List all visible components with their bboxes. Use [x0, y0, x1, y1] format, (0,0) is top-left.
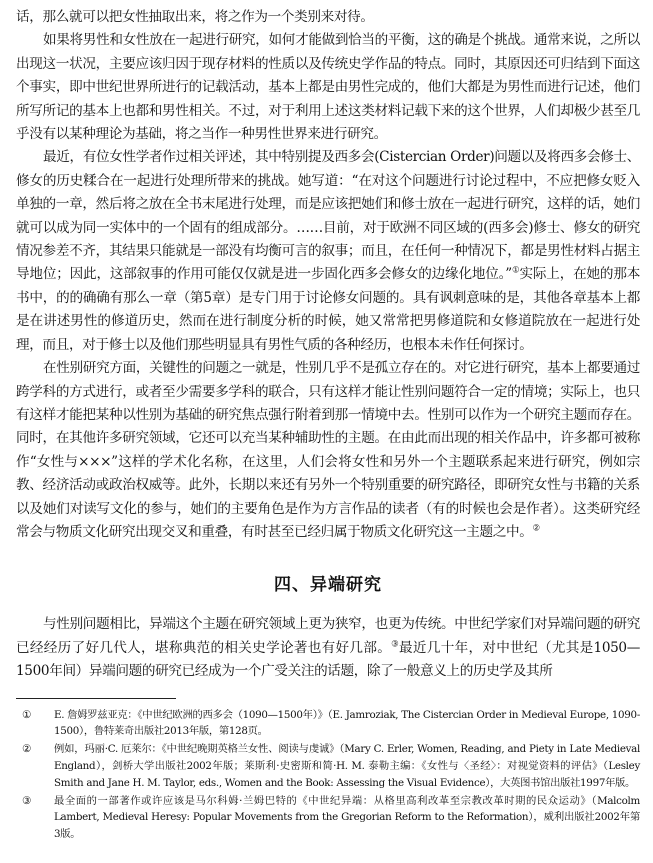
paragraph-balance-challenge: [16, 29, 640, 146]
paragraph-text: 最近，有位女性学者作过相关评述，其中特别提及西多会(Cistercian Order)问题以及将西多会修士、修女的历史糅合在一起进行处理所带来的挑战。她写道：“在对这个问题进行讨论过程中，不应把修女贬入单独的一章，然后将之放在全书末尾进行处理，而是应该把她们和修士放在一起进行研究，这样的话，她们就可以成为同一实体中的一个固有的组成部分。……目前，对于欧洲不同区域的(西多会)修士、修女的研究情况参差不齐，其结果只能就是一部没有均衡可言的叙事；而且，在任何一种情况下，都是男性材料占据主导地位；因此，这部叙事的作用可能仅仅就是进一步固化西多会修女的边缘化地位。”: [16, 149, 640, 283]
footnote-2: [16, 741, 640, 791]
footnote-ref-3[interactable]: ③: [391, 639, 400, 650]
paragraph-text: 如果将男性和女性放在一起进行研究，如何才能做到恰当的平衡，这的确是个挑战。通常来说，之所以出现这一状况，主要应该归因于现存材料的性质以及传统史学作品的特点。同时，其原因还可归结到下面这个事实，即中世纪世界所进行的记载活动，基本上都是由男性完成的，他们大都是为男性而进行记述，他们所写所记的基本上也都和男性相关。不过，对于利用上述这类材料记载下来的这个世界，人们却极少甚至几乎没有以某种理论为基础，将之当作一种男性世界来进行研究。: [16, 32, 640, 143]
paragraph-cistercian: [16, 146, 640, 357]
paragraph-text: 话，那么就可以把女性抽取出来，将之作为一个类别来对待。: [16, 9, 374, 25]
paragraph-text: 与性别问题相比，异端这个主题在研究领域上更为狭窄，也更为传统。中世纪学家们对异端问题的研究已经经历了好几代人，堪称典范的相关史学论著也有好几部。: [16, 616, 640, 656]
footnote-marker: ①: [22, 708, 31, 721]
footnote-1: [16, 707, 640, 741]
paragraph-text: 实际上，在她的那本书中，的的确确有那么一章（第5章）是专门用于讨论修女问题的。具有讽刺意味的是，其他各章基本上都是在讲述男性的修道历史，然而在进行制度分析的时候，她又常常把男修道院和女修道院放在一起进行处理，而且，对于修士以及他们那些明显具有男性气质的各种经历，也根本未作任何探讨。: [16, 266, 640, 353]
footnotes: [16, 707, 640, 843]
section-heading: 四、异端研究: [274, 575, 382, 596]
paragraph-text: 在性别研究方面，关键性的问题之一就是，性别几乎不是孤立存在的。对它进行研究，基本上都要通过跨学科的方式进行，或者至少需要多学科的联合，只有这样才能让性别问题符合一定的情境；实际上，也只有这样才能把某种以性别为基础的研究焦点强行附着到那一情境中去。性别可以作为一个研究主题而存在。同时，在其他许多研究领域，它还可以充当某种辅助性的主题。在由此而出现的相关作品中，许多都可被称作“女性与×××”这样的学术化名称，在这里，人们会将女性和另外一个主题联系起来进行研究，例如宗教、经济活动或政治权威等。此外，长期以来还有另外一个特别重要的研究路径，即研究女性与书籍的关系以及她们对读写文化的参与，她们的主要角色是作为方言作品的读者（有的时候也会是作者）。这类研究经常会与物质文化研究出现交叉和重叠，有时甚至已经归属于物质文化研究这一主题之中。: [16, 360, 640, 540]
footnote-divider: [16, 698, 176, 699]
document-page: [16, 6, 640, 843]
paragraph-gender-study: [16, 357, 640, 544]
paragraph-text: 最近几十年，对中世纪（尤其是1050—1500年间）异端问题的研究已经成为一个广受关注的话题，除了一般意义上的历史学及其所: [16, 639, 640, 680]
footnote-ref-1[interactable]: ①: [511, 265, 520, 276]
footnote-marker: ②: [22, 743, 31, 756]
paragraph-continuation: [16, 6, 640, 29]
footnote-marker: ③: [22, 794, 31, 807]
footnote-text: E. 詹姆罗兹亚克：《中世纪欧洲的西多会（1090—1500年）》（E. Jamroziak, The Cistercian Order in Medieval Europe, 1090-1500），鲁特莱奇出版社2013年版，第128页。: [54, 708, 640, 738]
footnote-text: 例如，玛丽·C. 厄莱尔：《中世纪晚期英格兰女性、阅读与虔诚》（Mary C. Erler, Women, Reading, and Piety in Late Medieval England），剑桥大学出版社2002年版；莱斯利·史密斯和简·H. M. 泰勒主编：《女性与〈圣经〉：对视觉资料的评估》（Lesley Smith and Jane H. M. Taylor, eds., Women and the Book: Assessing the Visual Evidence），大英图书馆出版社1997年版。: [54, 743, 640, 789]
footnote-3: [16, 793, 640, 843]
footnote-ref-2[interactable]: ②: [532, 523, 540, 534]
footnote-text: 最全面的一部著作或许应该是马尔科姆·兰姆巴特的《中世纪异端：从格里高利改革至宗教改革时期的民众运动》（Malcolm Lambert, Medieval Heresy: Popular Movements from the Gregorian Reform to the Reformation），威利出版社2002年第3版。: [54, 794, 640, 841]
paragraph-heresy: [16, 613, 640, 683]
